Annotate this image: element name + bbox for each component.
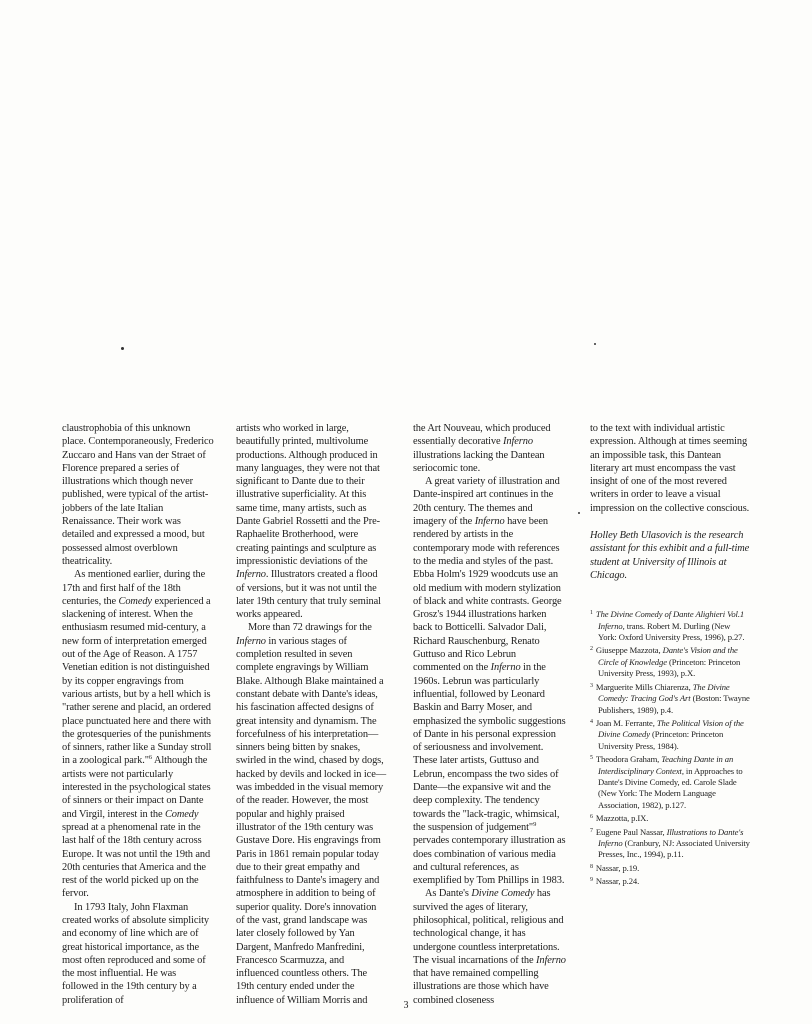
footnote-text: Giuseppe Mazzota, Dante's Vision and the Circle of Knowledge (Princeton: Princeton University Press, 1993), p.X. (595, 645, 741, 679)
footnote (590, 812, 750, 824)
footnote (590, 681, 750, 716)
footnote (590, 717, 750, 752)
footnote-number: 9 (590, 877, 593, 884)
footnote-number: 2 (590, 646, 593, 653)
footnote-text: Eugene Paul Nassar, Illustrations to Dante's Inferno (Cranbury, NJ: Associated University Presses, Inc., 1994), p.11. (595, 826, 750, 860)
scan-speck (578, 512, 580, 514)
text-column-2 (236, 422, 386, 1007)
footnote-text: Marguerite Mills Chiarenza, The Divine Comedy: Tracing God's Art (Boston: Twayne Publishers, 1989), p.4. (595, 681, 750, 715)
paragraph: In 1793 Italy, John Flaxman created works of absolute simplicity and economy of line which are of great historical importance, as the most often reproduced and some of the most influential. He was followed in the 19th century by a proliferation of (62, 901, 210, 1006)
footnote-text: Joan M. Ferrante, The Political Vision of the Divine Comedy (Princeton: Princeton University Press, 1984). (595, 717, 744, 751)
footnote (590, 608, 750, 643)
paragraph: A great variety of illustration and Dante-inspired art continues in the 20th century. The themes and imagery of the Inferno have been rendered by artists in the contemporary mode with references to the media and styles of the past. Ebba Holm's 1929 woodcuts use an old medium with modern stylization of black and white contrasts. George Grosz's 1944 illustrations harken back to Botticelli. Salvador Dali, Richard Rauschenburg, Renato Guttuso and Rico Lebrun commented on the Inferno in the 1960s. Lebrun was particularly influential, followed by Leonard Baskin and Barry Moser, and emphasized the symbolic suggestions of Dante in his personal expression of seriousness and involvement. These later artists, Guttuso and Lebrun, encompass the two sides of Dante—the expansive wit and the deep complexity. The tendency towards the "lack-tragic, whimsical, the suspension of judgement"$^9$ pervades contemporary illustration as does combination of various media and cultural references, as exemplified by Tom Phillips in 1983. (413, 476, 566, 887)
footnote-text: Nassar, p.19. (595, 862, 640, 873)
footnote-number: 5 (590, 755, 593, 762)
footnote-number: 8 (590, 863, 593, 870)
footnote-number: 6 (590, 814, 593, 821)
footnote-text: Mazzotta, p.IX. (595, 813, 649, 824)
footnote (590, 753, 750, 811)
paragraph: As mentioned earlier, during the 17th and first half of the 18th centuries, the Comedy experienced a slackening of interest. When the enthusiasm resumed mid-century, a new form of interpretation emerged out of the Age of Reason. A 1757 Venetian edition is not distinguished by its copper engravings from various artists, but by a hell which is "rather serene and placid, an ordered place punctuated here and there with the grotesqueries of the punishments of sinners, rather like a Sunday stroll in a zoological park."$^6$ Although the artists were not particularly interested in the psychological states of sinners or their impact on Dante and Virgil, interest in the Comedy spread at a phenomenal rate in the last half of the 18th century across Europe. It was not until the 19th and 20th centuries that America and the rest of the world picked up on the fervor. (62, 569, 212, 900)
footnotes (590, 608, 750, 887)
author-byline: Holley Beth Ulasovich is the research assistant for this exhibit and a full-time student at University of Illinois at Chicago. (590, 530, 750, 581)
paragraph: As Dante's Divine Comedy has survived the ages of literary, philosophical, political, religious and technological change, it has undergone countless interpretations. The visual incarnations of the Inferno that have remained compelling illustrations are those which have combined closeness (413, 888, 566, 1006)
footnote-number: 4 (590, 718, 593, 725)
footnote-text: Nassar, p.24. (595, 876, 640, 887)
footnote-number: 7 (590, 827, 593, 834)
footnote (590, 862, 750, 874)
footnote-text: Theodora Graham, Teaching Dante in an Interdisciplinary Context, in Approaches to Dante's Divine Comedy, ed. Carole Slade (New York: The Modern Language Association, 1982), p.127. (595, 754, 743, 810)
scan-speck (594, 343, 596, 345)
footnote (590, 644, 750, 679)
footnote (590, 826, 750, 861)
footnote-number: 3 (590, 682, 593, 689)
text-column-1 (62, 422, 214, 1007)
paragraph: artists who worked in large, beautifully printed, multivolume productions. Although produced in many languages, they were not that significant to Dante due to their illustrative superficiality. At this same time, many artists, such as Dante Gabriel Rossetti and the Pre-Raphaelite Brotherhood, were creating paintings and sculpture as impressionistic deviations of the Inferno. Illustrators created a flood of versions, but it was not until the later 19th century that truly seminal works appeared. (236, 423, 381, 621)
footnote-number: 1 (590, 610, 593, 617)
paragraph: claustrophobia of this unknown place. Contemporaneously, Frederico Zuccaro and Hans van der Straet of Florence prepared a series of illustrations which though never published, were typical of the artist-jobbers of the late Italian Renaissance. Their work was detailed and expressed a mood, but possessed almost overblown theatricality. (62, 423, 214, 567)
footnote-text: The Divine Comedy of Dante Alighieri Vol.1 Inferno, trans. Robert M. Durling (New York: Oxford University Press, 1996), p.27. (595, 609, 745, 643)
paragraph: the Art Nouveau, which produced essentially decorative Inferno illustrations lacking the Dantean seriocomic tone. (413, 423, 551, 474)
footnote (590, 875, 750, 887)
text-column-4 (590, 422, 750, 889)
text-column-3 (413, 422, 566, 1007)
paragraph: More than 72 drawings for the Inferno in various stages of completion resulted in seven complete engravings by William Blake. Although Blake maintained a constant debate with Dante's ideas, his fascination affected designs of great intensity and dynamism. The forcefulness of his interpretation—sinners being bitten by snakes, swirled in the wind, chased by dogs, hacked by devils and locked in ice—was imbedded in the visual memory of the reader. However, the most popular and highly praised illustrator of the 19th century was Gustave Dore. His engravings from Paris in 1861 remain popular today due to their great empathy and faithfulness to Dante's imagery and atmosphere in addition to being of superior quality. Dore's innovation of the vast, grand landscape was later closely followed by Yan Dargent, Manfredo Manfredini, Francesco Scarmuzza, and influenced countless others. The 19th century ended under the influence of William Morris and (236, 622, 387, 1006)
scan-speck (121, 347, 124, 350)
paragraph: to the text with individual artistic expression. Although at times seeming an impossible task, this Dantean literary art must encompass the vast insight of one of the most revered writers in order to leave a visual impression on the collective conscious. (590, 423, 750, 514)
page-number: 3 (403, 1000, 409, 1011)
